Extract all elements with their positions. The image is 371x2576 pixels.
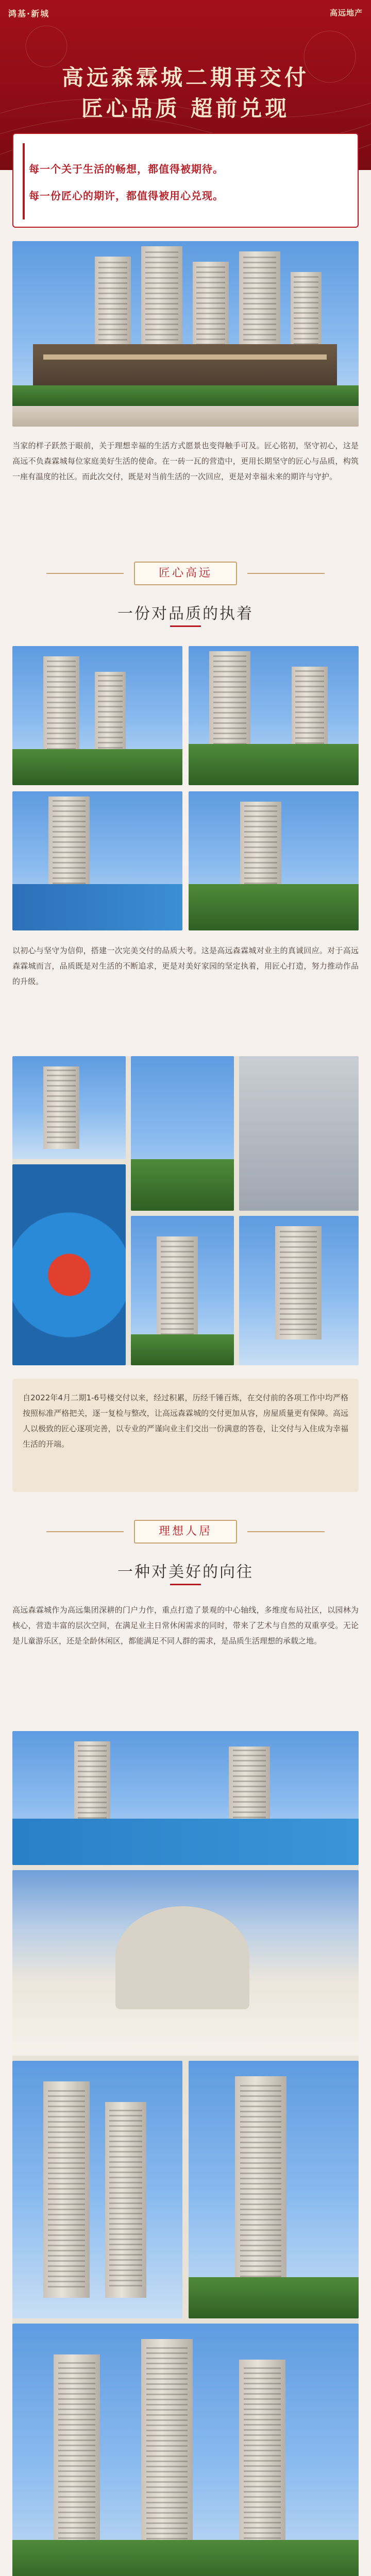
hero-title-line1: 高远森霖城二期再交付 (61, 65, 309, 90)
section-title-underline (170, 625, 201, 627)
brand-logo-left: 鸿基·新城 (8, 9, 50, 19)
quote-box (12, 133, 359, 228)
section-title-quality: 一份对品质的执着 (117, 605, 254, 623)
hero-title-line2: 匠心品质 超前兑现 (81, 96, 290, 121)
brand-logo-right: 高远地产 (329, 8, 363, 18)
delivery-card (12, 1379, 359, 1492)
delivery-paragraph: 自2022年4月二期1-6号楼交付以来，经过积累，历经千锤百炼，在交付前的各项工作中均严格按照标准严格把关，逐一复检与整改，让高远森霖城的交付更加从容，房屋质量更有保障。高远人以极致的匠心逐项完善，以专业的严谨向业主们交出一份满意的答卷，让交付与入住成为幸福生活的开端。 (23, 1393, 348, 1449)
quality-paragraph: 以初心与坚守为信仰，搭建一次完美交付的品质大考。这是高远森霖城对业主的真诚回应。对于高远森霖城而言，品质既是对生活的不断追求，更是对美好家园的坚定执着，用匠心打造，努力推动作品的升级。 (12, 946, 359, 986)
photo-collage-playground (12, 1056, 359, 1365)
photo-tower-playground (12, 791, 182, 930)
photo-entrance-gate (12, 241, 359, 427)
section-title-underline-2 (170, 1584, 201, 1585)
photo-tower-grass (189, 791, 359, 930)
quote-line2: 每一份匠心的期许，都值得被用心兑现。 (29, 190, 224, 202)
quote-accent-bar (23, 143, 25, 219)
photo-collage-landscape (12, 1731, 359, 2576)
section-tag-craftsmanship: 匠心高远 (134, 562, 237, 585)
quote-line1: 每一个关于生活的畅想，都值得被期待。 (29, 163, 224, 175)
landscape-paragraph: 高远森霖城作为高远集团深耕的门户力作，重点打造了景观的中心轴线，多维度布局社区，以园林为核心，营造丰富的层次空间，在满足业主日常休闲需求的同时，带来了艺术与自然的双重享受。无论是儿童游乐区，还是全龄休闲区，都能满足不同人群的需求，是品质生活理想的承载之地。 (12, 1605, 359, 1646)
section-tag-ideal-living: 理想人居 (134, 1520, 237, 1544)
photo-tower-lawn (12, 646, 182, 785)
intro-paragraph: 当家的样子跃然于眼前，关于理想幸福的生活方式愿景也变得触手可及。匠心铭初，坚守初心，这是高远不负森霖城每位家庭美好生活的使命。在一砖一瓦的营造中，更用长期坚守的匠心与品质，构筑一座有温度的社区。而此次交付，既是对当前生活的一次回应，更是对幸福未来的期许与守护。 (12, 441, 359, 481)
photo-tower-trees (189, 646, 359, 785)
section-title-aspiration: 一种对美好的向往 (117, 1563, 254, 1581)
